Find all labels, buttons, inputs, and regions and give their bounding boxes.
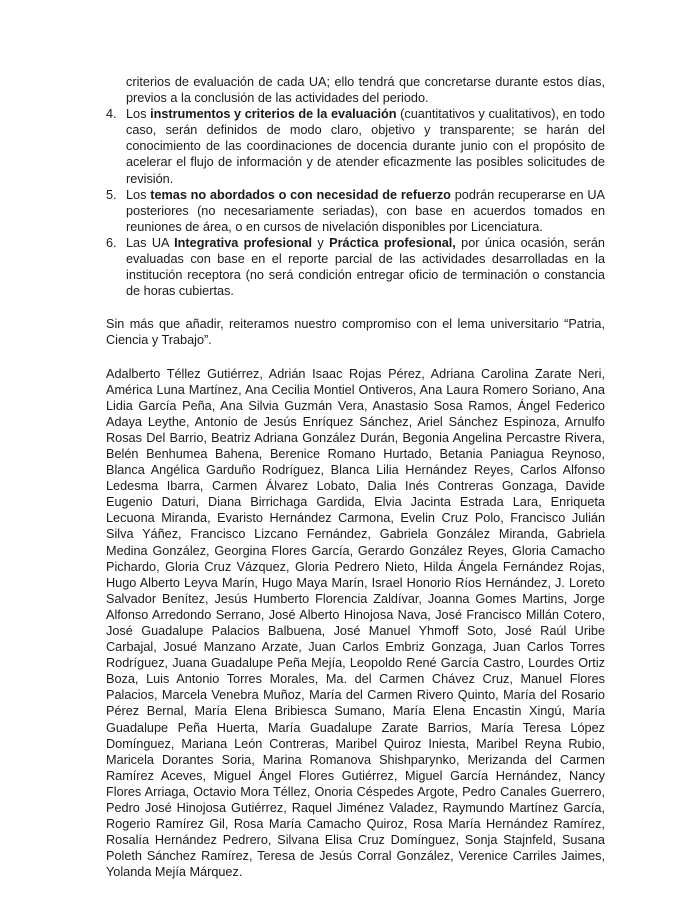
text-run: por única ocasión, serán evaluadas con base en el reporte parcial de las actividades desarrolladas en la institución receptora (no será condición entregar oficio de terminación o constancia de horas cubiertas. — [126, 235, 605, 299]
list-text — [126, 187, 605, 235]
closing-paragraph: Sin más que añadir, reiteramos nuestro compromiso con el lema universitario “Patria, Ciencia y Trabajo”. — [106, 317, 605, 348]
list-number: 5. — [106, 187, 117, 202]
text-run: podrán recuperarse en UA posteriores (no necesariamente seriadas), con base en acuerdos tomados en reuniones de área, o en cursos de nivelación disponibles por Licenciatura. — [126, 187, 605, 234]
list-item-5 — [106, 187, 605, 235]
numbered-list — [106, 106, 605, 299]
list-number: 6. — [106, 235, 117, 250]
text-run: y — [312, 235, 330, 250]
list-number: 4. — [106, 107, 117, 122]
bold-term: temas no abordados o con necesidad de refuerzo — [150, 187, 451, 202]
text-run: Las UA — [126, 235, 175, 250]
text-run: Los — [126, 107, 151, 122]
list-continuation-text: criterios de evaluación de cada UA; ello tendrá que concretarse durante estos días, previos a la conclusión de las actividades del periodo. — [126, 75, 605, 106]
text-run: (cuantitativos y cualitativos), en todo caso, serán definidos de modo claro, objetivo y transparente; se harán del conocimiento de las coordinaciones de docencia durante junio con el propósito de acelerar el flujo de información y de atender eficazmente las posibles solicitudes de revisión. — [126, 107, 605, 186]
bold-term: instrumentos y criterios de la evaluación — [150, 107, 397, 122]
bold-term: Integrativa profesional — [174, 235, 313, 250]
text-run: Los — [126, 187, 151, 202]
list-text — [126, 235, 605, 299]
list-item-6 — [106, 235, 605, 299]
bold-term: Práctica profesional, — [329, 235, 456, 250]
list-item-4 — [106, 106, 605, 186]
list-text — [126, 106, 605, 186]
signers-list: Adalberto Téllez Gutiérrez, Adrián Isaac Rojas Pérez, Adriana Carolina Zarate Neri, América Luna Martínez, Ana Cecilia Montiel Ontiveros, Ana Laura Romero Soriano, Ana Lidia García Peña, Ana Silvia Guzmán Vera, Anastasio Sosa Ramos, Ángel Federico Adaya Leythe, Antonio de Jesús Enríquez Sánchez, Ariel Sánchez Espinoza, Arnulfo Rosas Del Barrio, Beatriz Adriana González Durán, Begonia Angelina Percastre Rivera, Belén Benhumea Bahena, Berenice Romano Hurtado, Betania Paniagua Reynoso, Blanca Angélica Garduño Rodríguez, Blanca Lilia Hernández Reyes, Carlos Alfonso Ledesma Ibarra, Carmen Álvarez Lobato, Dalia Inés Contreras Gonzaga, Davide Eugenio Daturi, Diana Birrichaga Gardida, Elvia Jacinta Estrada Lara, Enriqueta Lecuona Miranda, Evaristo Hernández Carmona, Evelin Cruz Polo, Francisco Julián Silva Yáñez, Francisco Lizcano Fernández, Gabriela González Miranda, Gabriela Medina González, Georgina Flores García, Gerardo González Reyes, Gloria Camacho Pichardo, Gloria Cruz Vázquez, Gloria Pedrero Nieto, Hilda Ángela Fernández Rojas, Hugo Alberto Leyva Marín, Hugo Maya Marín, Israel Honorio Ríos Hernández, J. Loreto Salvador Benítez, Jesús Humberto Florencia Zaldívar, Joanna Gomes Martins, Jorge Alfonso Arredondo Serrano, José Alberto Hinojosa Nava, José Francisco Millán Cotero, José Guadalupe Palacios Balbuena, José Manuel Yhmoff Soto, José Raúl Uribe Carbajal, Josué Manzano Arzate, Juan Carlos Embriz Gonzaga, Juan Carlos Torres Rodríguez, Juana Guadalupe Peña Mejía, Leopoldo René García Castro, Lourdes Ortiz Boza, Luis Antonio Torres Morales, Ma. del Carmen Chávez Cruz, Manuel Flores Palacios, Marcela Venebra Muñoz, María del Carmen Rivero Quinto, María del Rosario Pérez Bernal, María Elena Bribiesca Sumano, María Elena Encastin Xingú, María Guadalupe Peña Huerta, María Guadalupe Zarate Barrios, María Teresa López Domínguez, Mariana León Contreras, Maribel Quiroz Iniesta, Maribel Reyna Rubio, Maricela Dorantes Soria, Marina Romanova Shishparynko, Merizanda del Carmen Ramírez Aceves, Miguel Ángel Flores Gutiérrez, Miguel García Hernández, Nancy Flores Arriaga, Octavio Mora Téllez, Onoria Céspedes Argote, Pedro Canales Guerrero, Pedro José Hinojosa Gutiérrez, Raquel Jiménez Valadez, Raymundo Martínez García, Rogerio Ramírez Gil, Rosa María Camacho Quiroz, Rosa María Hernández Ramírez, Rosalía Hernández Pedrero, Silvana Elisa Cruz Domínguez, Sonja Stajnfeld, Susana Poleth Sánchez Ramírez, Teresa de Jesús Corral González, Verenice Carriles Jaimes, Yolanda Mejía Márquez. — [106, 366, 605, 880]
